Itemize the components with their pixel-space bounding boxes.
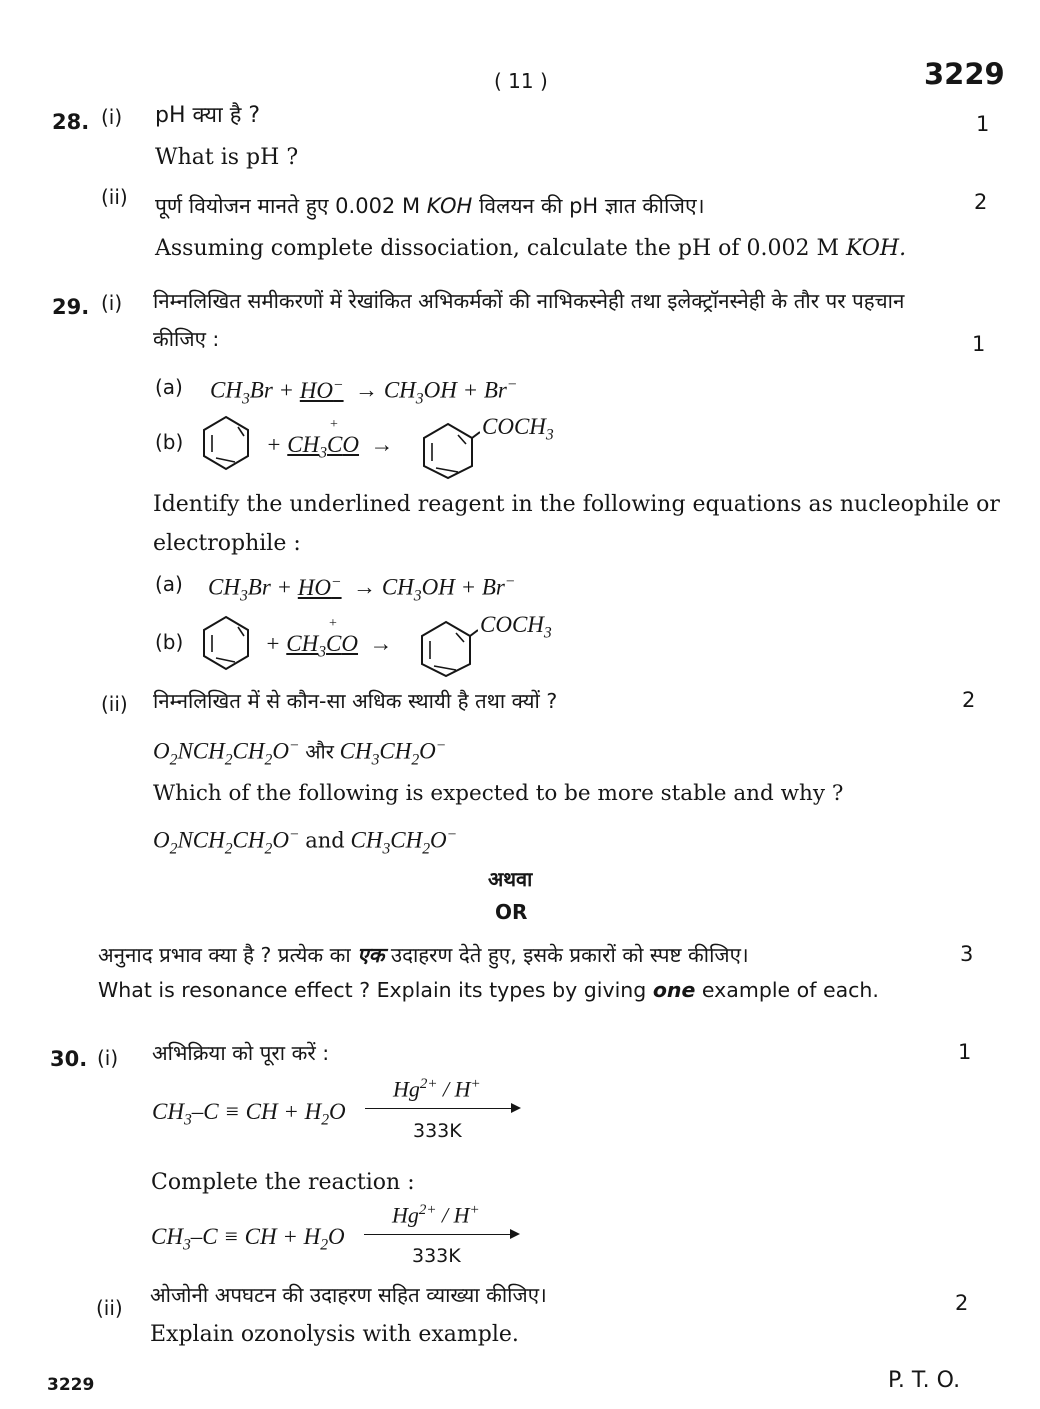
paper-code-top: 3229 <box>924 57 1005 91</box>
or-hindi: अथवा <box>488 867 533 891</box>
q30-ii-english: Explain ozonolysis with example. <box>150 1322 519 1347</box>
q29-ii-marks: 2 <box>962 688 976 712</box>
paper-code-bottom: 3229 <box>47 1375 95 1395</box>
question-28-number: 28. <box>52 110 90 134</box>
q30-i-marks: 1 <box>958 1040 972 1064</box>
reaction-reactants-en: $CH_3-C$ ≡ CH + $H_2O$ <box>151 1224 345 1254</box>
reaction-arrow-hi <box>365 1108 513 1109</box>
q28-i-english: What is pH ? <box>155 145 299 170</box>
or-english: OR <box>495 900 528 924</box>
equation-a-hi: $CH_3Br + HO^- \to CH_3OH + Br^-$ <box>210 376 518 408</box>
q28-ii-hindi: पूर्ण वियोजन मानते हुए 0.002 M KOH विलयन की pH ज्ञात कीजिए। <box>155 194 705 218</box>
q29-i-hindi-line1: निम्नलिखित समीकरणों में रेखांकित अभिकर्मकों की नाभिकस्नेही तथा इलेक्ट्रॉनस्नेही के तौर पर पहचान <box>153 289 905 313</box>
benzene-ring-icon <box>200 614 252 672</box>
coch3-group-hi: $COCH_3$ <box>482 414 554 444</box>
acylium-reagent-hi: + $CH_3C$ + O → <box>266 417 394 462</box>
equation-a-en: $CH_3Br + HO^- \to CH_3OH + Br^-$ <box>208 573 516 605</box>
q29-i-english-line1: Identify the underlined reagent in the following equations as nucleophile or <box>153 492 1000 517</box>
q30-part-i-label: (i) <box>97 1046 119 1070</box>
question-30-number: 30. <box>50 1047 88 1071</box>
q29-eq-a-label-hi: (a) <box>155 375 183 399</box>
q28-part-ii-label: (ii) <box>101 185 128 209</box>
q29-i-english-line2: electrophile : <box>153 531 301 556</box>
q30-part-ii-label: (ii) <box>96 1296 123 1320</box>
q30-i-hindi: अभिक्रिया को पूरा करें : <box>152 1041 330 1065</box>
q30-i-english: Complete the reaction : <box>151 1170 415 1195</box>
q28-i-marks: 1 <box>976 112 990 136</box>
q29-i-hindi-line2: कीजिए : <box>153 327 220 351</box>
acetophenone-ring-icon <box>418 614 478 678</box>
q28-i-hindi: pH क्या है ? <box>155 103 261 128</box>
reaction-temperature-en: 333K <box>412 1245 461 1267</box>
alt-question-marks: 3 <box>960 942 974 966</box>
q29-i-marks: 1 <box>972 332 986 356</box>
acetophenone-ring-icon <box>420 416 480 480</box>
q29-eq-a-label-en: (a) <box>155 572 183 596</box>
q29-part-i-label: (i) <box>101 291 123 315</box>
reaction-catalyst-hi: $Hg^{2+} / H^+$ <box>393 1076 481 1102</box>
q29-ii-compounds-en: $O_2NCH_2CH_2O^-$ and $CH_3CH_2O^-$ <box>153 826 458 858</box>
reaction-reactants-hi: $CH_3-C$ ≡ CH + $H_2O$ <box>152 1099 346 1129</box>
q28-ii-english: Assuming complete dissociation, calculate the pH of 0.002 M KOH. <box>155 236 907 261</box>
benzene-ring-icon <box>200 414 252 472</box>
pto-label: P. T. O. <box>888 1368 961 1393</box>
q29-ii-compounds-hi: $O_2NCH_2CH_2O^-$ और $CH_3CH_2O^-$ <box>153 737 447 769</box>
alt-question-hindi: अनुनाद प्रभाव क्या है ? प्रत्येक का एक उदाहरण देते हुए, इसके प्रकारों को स्पष्ट कीजिए। <box>98 943 749 967</box>
arrowhead-icon <box>511 1103 521 1113</box>
q29-part-ii-label: (ii) <box>101 692 128 716</box>
q30-ii-hindi: ओजोनी अपघटन की उदाहरण सहित व्याख्या कीजिए। <box>150 1283 547 1307</box>
reaction-arrow-en <box>364 1234 512 1235</box>
page-number: ( 11 ) <box>494 69 548 93</box>
q29-ii-english: Which of the following is expected to be more stable and why ? <box>153 781 844 806</box>
q28-ii-marks: 2 <box>974 190 988 214</box>
acylium-reagent-en: + $CH_3C$ + O → <box>265 616 393 661</box>
q28-part-i-label: (i) <box>101 105 123 129</box>
q29-eq-b-label-hi: (b) <box>155 430 184 454</box>
q30-ii-marks: 2 <box>955 1291 969 1315</box>
reaction-catalyst-en: $Hg^{2+} / H^+$ <box>392 1202 480 1228</box>
q29-eq-b-label-en: (b) <box>155 630 184 654</box>
coch3-group-en: $COCH_3$ <box>480 612 552 642</box>
alt-question-english: What is resonance effect ? Explain its types by giving one example of each. <box>98 978 879 1002</box>
question-29-number: 29. <box>52 295 90 319</box>
q29-ii-hindi: निम्नलिखित में से कौन-सा अधिक स्थायी है तथा क्यों ? <box>153 689 558 713</box>
reaction-temperature-hi: 333K <box>413 1120 462 1142</box>
arrowhead-icon <box>510 1229 520 1239</box>
